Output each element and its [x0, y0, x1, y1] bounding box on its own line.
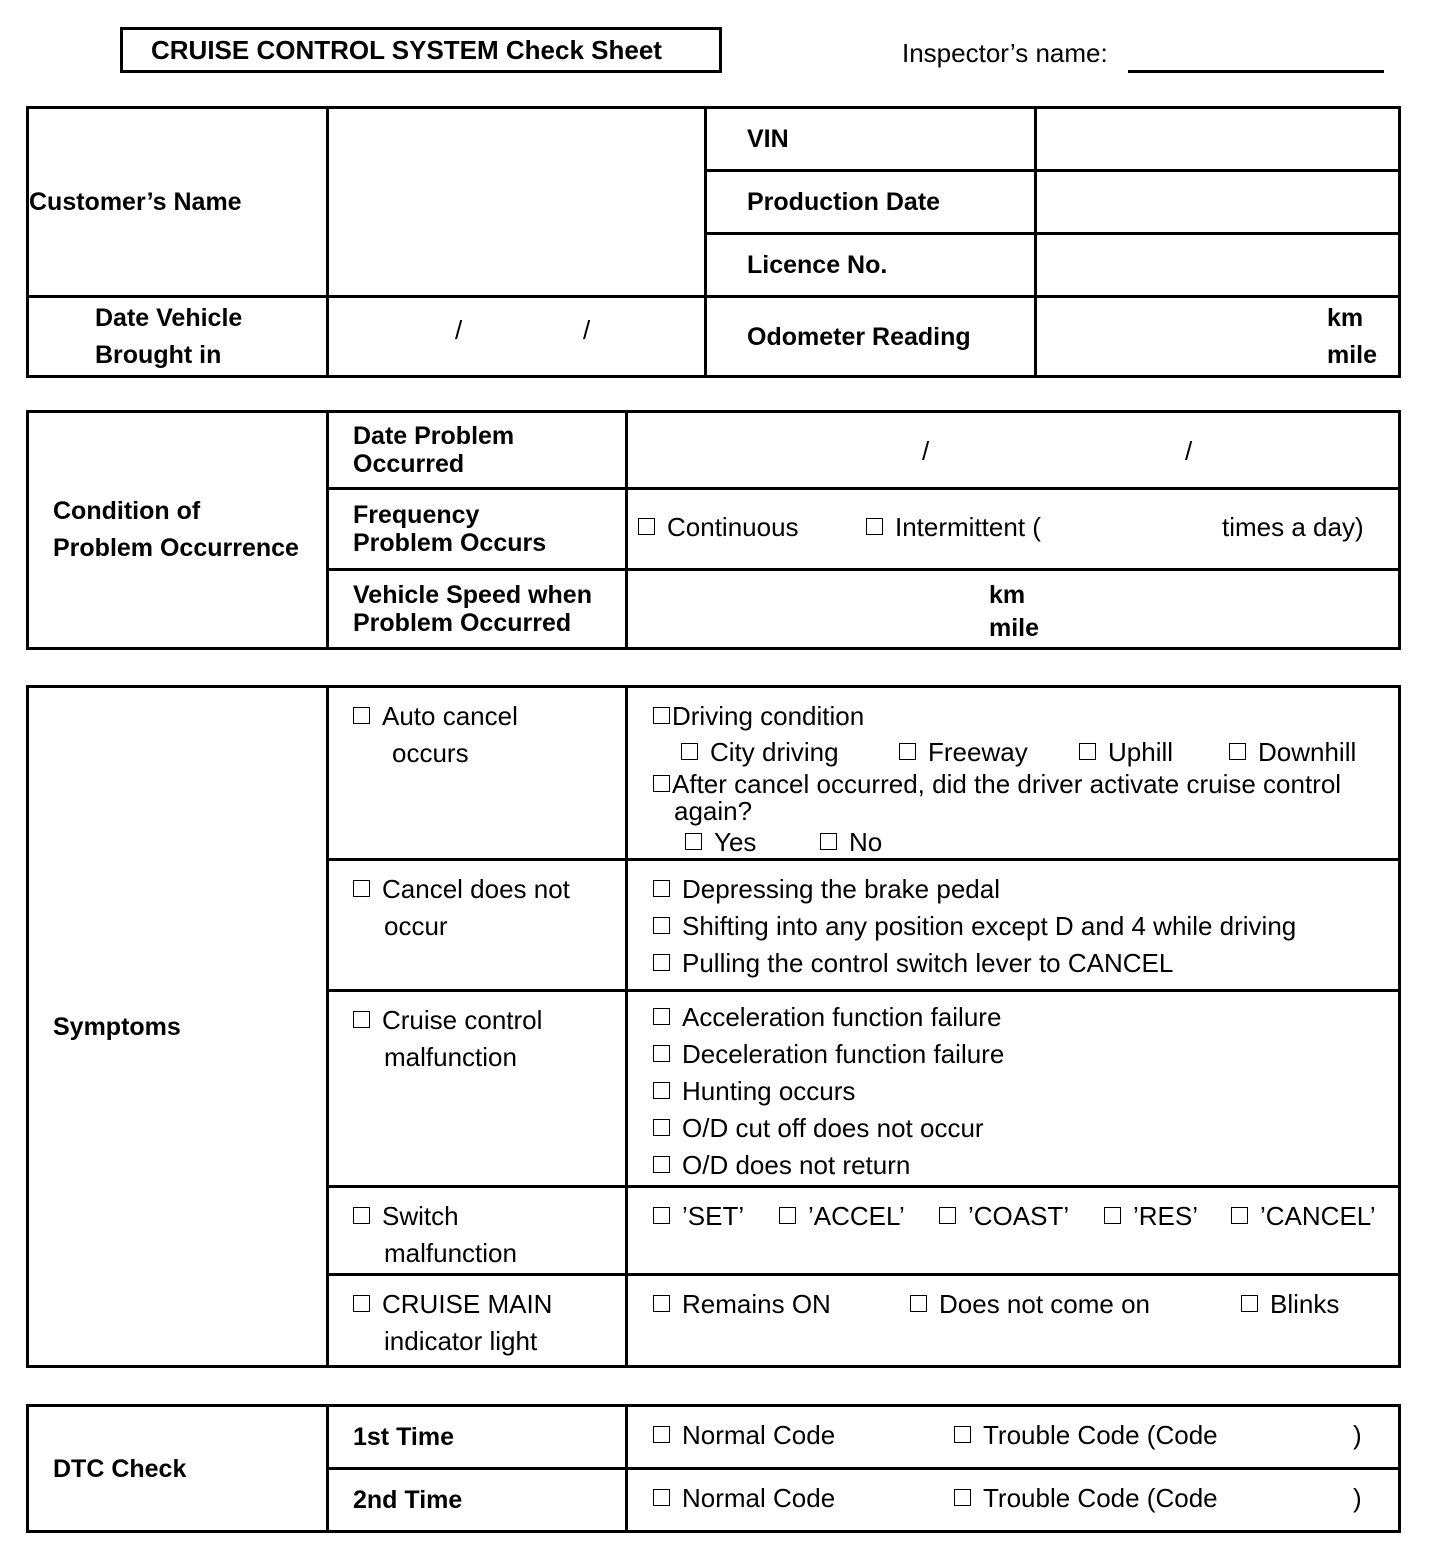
- dtc-check-label-cell: [28, 1406, 328, 1532]
- list-item[interactable]: Acceleration function failure: [653, 999, 1001, 1036]
- odometer-unit-mile: mile: [1327, 341, 1378, 369]
- frequency-label-2: Problem Occurs: [353, 529, 547, 557]
- date-brought-in-label-cell: [28, 297, 328, 377]
- frequency-label-1: Frequency: [353, 501, 480, 529]
- res-option[interactable]: ’RES’: [1104, 1198, 1198, 1235]
- cruise-main-indicator-option[interactable]: CRUISE MAIN: [353, 1286, 552, 1323]
- dtc-check-table: [26, 1404, 1401, 1533]
- cruise-malfunction-option[interactable]: Cruise control: [353, 1002, 542, 1039]
- odometer-unit-km: km: [1327, 304, 1364, 332]
- driving-condition-option[interactable]: Driving condition: [653, 698, 864, 735]
- intermittent-option[interactable]: Intermittent (: [866, 509, 1041, 546]
- checkbox-icon[interactable]: [685, 833, 702, 850]
- checkbox-icon[interactable]: [954, 1426, 971, 1443]
- after-cancel-option[interactable]: After cancel occurred, did the driver activate cruise control: [653, 766, 1341, 803]
- vin-label: VIN: [747, 125, 789, 153]
- checkbox-icon[interactable]: [653, 1426, 670, 1443]
- checkbox-icon[interactable]: [1241, 1295, 1258, 1312]
- customer-name-field[interactable]: [328, 108, 706, 297]
- vehicle-speed-label-1: Vehicle Speed when: [353, 581, 592, 609]
- condition-label-1: Condition of: [53, 497, 201, 525]
- close-paren: ): [1353, 1420, 1362, 1450]
- coast-option[interactable]: ’COAST’: [939, 1198, 1069, 1235]
- checkbox-icon[interactable]: [353, 707, 370, 724]
- date-brought-in-label-1: Date Vehicle: [95, 303, 243, 332]
- vin-field[interactable]: [1036, 108, 1400, 171]
- production-date-label-cell: [706, 171, 1036, 234]
- checkbox-icon[interactable]: [653, 1045, 670, 1062]
- checkbox-icon[interactable]: [653, 954, 670, 971]
- date-separator: /: [922, 436, 930, 466]
- checkbox-icon[interactable]: [653, 1207, 670, 1224]
- date-brought-in-field[interactable]: [328, 297, 706, 377]
- first-time-label-cell: [328, 1406, 627, 1469]
- second-time-label: 2nd Time: [353, 1486, 463, 1514]
- customer-name-label-cell: [28, 108, 328, 297]
- city-driving-option[interactable]: City driving: [681, 734, 839, 771]
- check-sheet-title: CRUISE CONTROL SYSTEM Check Sheet: [120, 27, 722, 73]
- auto-cancel-option[interactable]: Auto cancel: [353, 698, 518, 735]
- production-date-field[interactable]: [1036, 171, 1400, 234]
- checkbox-icon[interactable]: [653, 1082, 670, 1099]
- checkbox-icon[interactable]: [1231, 1207, 1248, 1224]
- checkbox-icon[interactable]: [820, 833, 837, 850]
- symptoms-label: Symptoms: [53, 1012, 181, 1041]
- normal-code-option[interactable]: Normal Code: [653, 1417, 835, 1454]
- blinks-option[interactable]: Blinks: [1241, 1286, 1339, 1323]
- checkbox-icon[interactable]: [653, 880, 670, 897]
- odometer-label-cell: [706, 297, 1036, 377]
- symptoms-table: [26, 685, 1401, 1368]
- odometer-label: Odometer Reading: [747, 322, 971, 351]
- cruise-malfunction-cell: [328, 991, 627, 1187]
- auto-cancel-cell: [328, 687, 627, 860]
- checkbox-icon[interactable]: [681, 743, 698, 760]
- list-item[interactable]: Deceleration function failure: [653, 1036, 1004, 1073]
- checkbox-icon[interactable]: [353, 1207, 370, 1224]
- date-separator: /: [583, 315, 591, 345]
- checkbox-icon[interactable]: [1104, 1207, 1121, 1224]
- cruise-malfunction-details: [627, 991, 1400, 1187]
- times-a-day-label: times a day): [1222, 512, 1364, 542]
- condition-label-cell: [28, 412, 328, 649]
- set-option[interactable]: ’SET’: [653, 1198, 744, 1235]
- odometer-field[interactable]: [1036, 297, 1400, 377]
- checkbox-icon[interactable]: [954, 1489, 971, 1506]
- vin-label-cell: [706, 108, 1036, 171]
- checkbox-icon[interactable]: [899, 743, 916, 760]
- dtc-check-label: DTC Check: [53, 1454, 187, 1483]
- checkbox-icon[interactable]: [653, 1119, 670, 1136]
- accel-option[interactable]: ’ACCEL’: [779, 1198, 905, 1235]
- date-problem-label-1: Date Problem: [353, 422, 515, 450]
- cancel-option[interactable]: ’CANCEL’: [1231, 1198, 1376, 1235]
- list-item[interactable]: Depressing the brake pedal: [653, 871, 1000, 908]
- checkbox-icon[interactable]: [653, 917, 670, 934]
- checkbox-icon[interactable]: [1229, 743, 1246, 760]
- date-separator: /: [455, 315, 463, 345]
- second-time-label-cell: [328, 1469, 627, 1532]
- checkbox-icon[interactable]: [653, 1008, 670, 1025]
- list-item[interactable]: Hunting occurs: [653, 1073, 855, 1110]
- frequency-options: [627, 489, 1400, 570]
- condition-table: [26, 410, 1401, 650]
- frequency-label-cell: [328, 489, 627, 570]
- checkbox-icon[interactable]: [779, 1207, 796, 1224]
- date-brought-in-label-2: Brought in: [95, 340, 222, 369]
- second-time-options: [627, 1469, 1400, 1532]
- uphill-option[interactable]: Uphill: [1079, 734, 1173, 771]
- continuous-option[interactable]: Continuous: [638, 509, 799, 546]
- list-item[interactable]: O/D cut off does not occur: [653, 1110, 984, 1147]
- list-item[interactable]: Pulling the control switch lever to CANCEL: [653, 945, 1173, 982]
- switch-malfunction-label-2: malfunction: [384, 1238, 517, 1268]
- production-date-label: Production Date: [747, 188, 941, 216]
- does-not-come-on-option[interactable]: Does not come on: [910, 1286, 1150, 1323]
- vehicle-speed-label-cell: [328, 570, 627, 649]
- checkbox-icon[interactable]: [939, 1207, 956, 1224]
- checkbox-icon[interactable]: [910, 1295, 927, 1312]
- auto-cancel-label-2: occurs: [392, 738, 469, 768]
- vehicle-speed-field[interactable]: [627, 570, 1400, 649]
- switch-malfunction-option[interactable]: Switch: [353, 1198, 459, 1235]
- checkbox-icon[interactable]: [866, 518, 883, 535]
- downhill-option[interactable]: Downhill: [1229, 734, 1356, 771]
- condition-label-2: Problem Occurrence: [53, 534, 299, 562]
- auto-cancel-details: [627, 687, 1400, 860]
- normal-code-option[interactable]: Normal Code: [653, 1480, 835, 1517]
- date-separator: /: [1185, 436, 1193, 466]
- checkbox-icon[interactable]: [653, 1156, 670, 1173]
- symptoms-label-cell: [28, 687, 328, 1367]
- cancel-not-occur-option[interactable]: Cancel does not: [353, 871, 570, 908]
- customer-name-label: Customer’s Name: [29, 188, 242, 216]
- cruise-main-indicator-cell: [328, 1275, 627, 1367]
- first-time-label: 1st Time: [353, 1423, 454, 1451]
- first-time-options: [627, 1406, 1400, 1469]
- cruise-malfunction-label-2: malfunction: [384, 1042, 517, 1072]
- date-problem-field[interactable]: [627, 412, 1400, 489]
- checkbox-icon[interactable]: [1079, 743, 1096, 760]
- after-cancel-line-2: again?: [674, 796, 753, 826]
- cancel-not-occur-label-2: occur: [384, 911, 448, 941]
- customer-info-table: [26, 106, 1401, 378]
- checkbox-icon[interactable]: [653, 1489, 670, 1506]
- list-item[interactable]: O/D does not return: [653, 1147, 910, 1184]
- checkbox-icon[interactable]: [653, 1295, 670, 1312]
- no-option[interactable]: No: [820, 824, 882, 861]
- checkbox-icon[interactable]: [638, 518, 655, 535]
- checkbox-icon[interactable]: [653, 775, 670, 792]
- cruise-main-indicator-label-2: indicator light: [384, 1326, 538, 1356]
- cancel-not-occur-details: [627, 860, 1400, 991]
- inspector-name-field[interactable]: [1128, 70, 1384, 73]
- licence-field[interactable]: [1036, 234, 1400, 297]
- checkbox-icon[interactable]: [653, 707, 670, 724]
- speed-unit-mile: mile: [989, 614, 1040, 642]
- checkbox-icon[interactable]: [353, 1011, 370, 1028]
- date-problem-label-cell: [328, 412, 627, 489]
- freeway-option[interactable]: Freeway: [899, 734, 1028, 771]
- trouble-code-option[interactable]: Trouble Code (Code: [954, 1417, 1218, 1454]
- checkbox-icon[interactable]: [353, 1295, 370, 1312]
- indicator-details: [627, 1275, 1400, 1367]
- switch-details: [627, 1187, 1400, 1275]
- switch-malfunction-cell: [328, 1187, 627, 1275]
- list-item[interactable]: Shifting into any position except D and 4 while driving: [653, 908, 1296, 945]
- licence-label: Licence No.: [747, 251, 888, 279]
- yes-option[interactable]: Yes: [685, 824, 756, 861]
- checkbox-icon[interactable]: [353, 880, 370, 897]
- date-problem-label-2: Occurred: [353, 450, 465, 478]
- inspector-name-label: Inspector’s name:: [902, 38, 1108, 68]
- trouble-code-option[interactable]: Trouble Code (Code: [954, 1480, 1218, 1517]
- speed-unit-km: km: [989, 581, 1026, 609]
- vehicle-speed-label-2: Problem Occurred: [353, 609, 572, 637]
- remains-on-option[interactable]: Remains ON: [653, 1286, 831, 1323]
- licence-label-cell: [706, 234, 1036, 297]
- cancel-not-occur-cell: [328, 860, 627, 991]
- close-paren: ): [1353, 1483, 1362, 1513]
